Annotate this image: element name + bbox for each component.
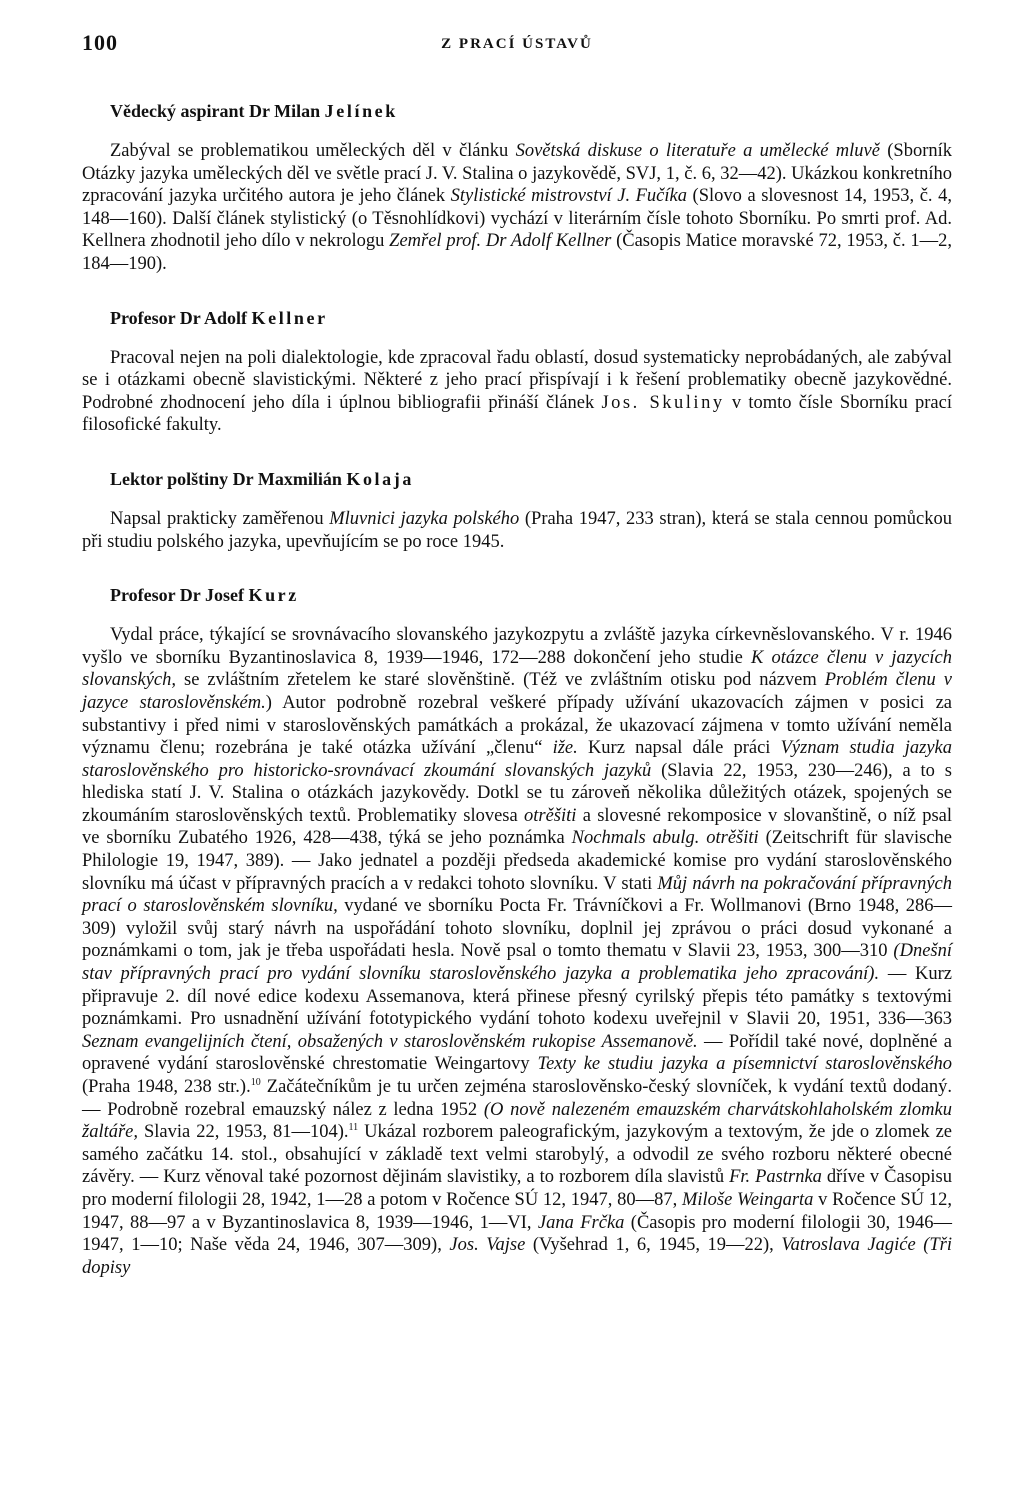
italic-text-run: Zemřel prof. Dr Adolf Kellner (389, 231, 612, 252)
heading-prefix: Vědecký aspirant Dr Milan (110, 101, 321, 121)
text-run: (Slovo a slovesnost 14, 1953, č. 4, 148—160). Další článek stylistický (o Těsnohlídkovi) vychází v literárním čísle tohoto Sborníku. Po smrti prof. Ad. Kellnera zhodnotil jeho dílo v nekrologu (82, 186, 952, 252)
text-run: (Slavia 22, 1953, 230—246), a to s hlediska statí J. V. Stalina o otázkách jazykovědy. Dotkl se tu zároveň několika důležitých otázek, spojených se zkoumáním staroslověnských textů. Problematiky slovesa (82, 760, 952, 826)
heading-surname: Kolaja (346, 468, 414, 489)
page-number: 100 (82, 30, 118, 55)
italic-text-run: (Dnešní stav přípravných prací pro vydání slovníku staroslověnského jazyka a problematika jeho zpracování). (82, 941, 952, 985)
heading-surname: Kurz (248, 585, 299, 606)
footnote-ref: 11 (348, 1122, 359, 1134)
section-kolaja (82, 468, 952, 553)
section-body (82, 347, 952, 437)
text-run: Napsal prakticky zaměřenou (110, 508, 330, 529)
italic-text-run: Můj návrh na pokračování přípravných prací o staroslověnském slovníku, (82, 873, 952, 917)
text-run: a slovesné rekomposice v slovanštině, o níž psal ve sborníku Zubatého 1926, 428—438, týká se jeho poznámka (82, 805, 952, 849)
section-body (82, 508, 952, 553)
text-run: (Časopis Matice moravské 72, 1953, č. 1—2, 184—190). (82, 231, 952, 274)
italic-text-run: Miloše Weingarta (681, 1189, 814, 1210)
italic-text-run: (O nově nalezeném emauzském charvátskohlaholském zlomku žaltáře, (82, 1099, 952, 1143)
italic-text-run: Význam studia jazyka staroslověnského pro historicko-srovnávací zkoumání slovanských jazyků (82, 738, 953, 781)
spaced-text-run: Jos. Skuliny (601, 392, 725, 413)
text-run: dříve v Časopisu pro moderní filologii 28, 1942, 1—28 a potom v Ročence SÚ 12, 1947, 80—87, (82, 1167, 953, 1210)
italic-text-run: Sovětská diskuse o literatuře a umělecké mluvě (515, 141, 880, 161)
heading-prefix: Profesor Dr Adolf (110, 307, 247, 328)
text-run: (Praha 1947, 233 stran), která se stala cennou pomůckou při studiu polského jazyka, upevňujícím se po roce 1945. (82, 508, 952, 552)
text-run: (Zeitschrift für slavische Philologie 19, 1947, 389). — Jako jednatel a později předseda akademické komise pro vydání staroslověnského slovníku má účast v přípravných pracích a v redakci tohoto slovníku. V stati (82, 828, 952, 894)
italic-text-run: Jos. Vajse (449, 1235, 526, 1256)
text-run: Zabýval se problematikou uměleckých děl v článku (110, 141, 516, 161)
italic-text-run: otrěšiti (524, 805, 577, 826)
text-run: v tomto čísle Sborníku prací filosofické fakulty. (82, 392, 952, 436)
heading-prefix: Lektor polštiny Dr Maxmilián (110, 468, 342, 489)
section-heading (82, 584, 952, 607)
italic-text-run: Texty ke studiu jazyka a písemnictví staroslověnského (537, 1054, 952, 1075)
section-heading (82, 100, 952, 123)
italic-text-run: Fr. Pastrnka (729, 1167, 822, 1188)
italic-text-run: Jana Frčka (537, 1212, 625, 1233)
text-run: Vydal práce, týkající se srovnávacího slovanského jazykozpytu a zvláště jazyka církevněslovanského. V r. 1946 vyšlo ve sborníku Byzantinoslavica 8, 1939—1946, 172—288 dokončení jeho studie (82, 625, 952, 668)
section-body (82, 140, 952, 276)
running-head (82, 30, 952, 60)
running-title: Z PRACÍ ÚSTAVŮ (441, 36, 593, 52)
section-kellner (82, 307, 952, 437)
text-run: Začátečníkům je tu určen zejména staroslověnsko-český slovníček, k vydání textů dodaný. — Podrobně rozebral emauzský nález z ledna 1952 (82, 1077, 952, 1120)
text-run: vydané ve sborníku Pocta Fr. Trávníčkovi a Fr. Wollmanovi (Brno 1948, 286—309) vyložil svůj starý návrh na uspořádání tohoto slovníku, doplnil jej zprávou o práci dosud vykonané a poznámkami o tom, jak je třeba uspořádati hesla. Nově psal o tomto thematu v Slavii 23, 1953, 300—310 (82, 896, 952, 962)
italic-text-run: Seznam evangelijních čtení, obsažených v staroslověnském rukopise Assemanově. (82, 1031, 698, 1052)
heading-surname: Jelínek (324, 101, 398, 121)
footnote-ref: 10 (250, 1076, 261, 1088)
italic-text-run: Stylistické mistrovství J. Fučíka (450, 186, 687, 207)
heading-prefix: Profesor Dr Josef (110, 585, 244, 606)
section-heading (82, 468, 952, 491)
text-run: (Praha 1948, 238 str.). (82, 1077, 251, 1097)
text-run: Ukázal rozborem paleografickým, jazykovým a textovým, že jde o zlomek ze samého začátku 14. stol., obsahující v základě text velmi starobylý, a odvodil ze svého rozboru některé obecné závěry. — Kurz věnoval také pozornost dějinám slavistiky, a to rozborem díla slavistů (82, 1122, 952, 1188)
text-run: (Časopis pro moderní filologii 30, 1946—1947, 1—10; Naše věda 24, 1946, 307—309), (82, 1212, 952, 1256)
italic-text-run: Nochmals abulg. otrěšiti (571, 828, 759, 849)
italic-text-run: K otázce členu v jazycích slovanských, (82, 647, 952, 691)
text-run: Slavia 22, 1953, 81—104). (138, 1122, 349, 1143)
text-run: ) Autor podrobně rozebral veškeré případy užívání ukazovacích zájmen v posici za substantivy i před nimi v staroslověnských památkách a prokázal, že ukazovací zájmena v tomto užívání neměla významu členu; rozebrána je také otázka užívání „členu“ (82, 692, 952, 759)
text-run: se zvláštním zřetelem ke staré slověnštině. (Též ve zvláštním otisku pod názvem (176, 670, 825, 691)
text-run: — Kurz připravuje 2. díl nové edice kodexu Assemanova, která přinese přesný cyrilský přepis této památky s textovými poznámkami. Pro usnadnění užívání fototypického vydání tohoto kodexu uveřejnil v Slavii 20, 1951, 336—363 (82, 964, 953, 1030)
italic-text-run: iže. (552, 738, 578, 759)
text-run: Pracoval nejen na poli dialektologie, kde zpracoval řadu oblastí, dosud systematicky neprobádaných, ale zabýval se i otázkami obecně slavistickými. Některé z jeho prací přispívají i k řešení problematiky obecně jazykovědné. Podrobné zhodnocení jeho díla i úplnou bibliografii přináší článek (82, 347, 952, 413)
heading-surname: Kellner (251, 307, 328, 328)
document-page (82, 30, 952, 1310)
text-run: — Pořídil také nové, doplněné a opravené vydání staroslověnské chrestomatie Weingartovy (82, 1031, 952, 1075)
text-run: Kurz napsal dále práci (577, 738, 781, 759)
italic-text-run: Vatroslava Jagiće (Tři dopisy (82, 1235, 952, 1278)
text-run: v Ročence SÚ 12, 1947, 88—97 a v Byzantinoslavica 8, 1939—1946, 1—VI, (82, 1189, 953, 1233)
section-heading (82, 307, 952, 330)
italic-text-run: Mluvnici jazyka polského (329, 508, 520, 529)
text-run: (Sborník Otázky jazyka uměleckých děl ve světle prací J. V. Stalina o jazykovědě, SVJ, 1, č. 6, 32—42). Ukázkou konkretního zpracování jazyka určitého autora je jeho článek (82, 141, 952, 207)
text-run: (Vyšehrad 1, 6, 1945, 19—22), (525, 1235, 782, 1256)
italic-text-run: Problém členu v jazyce staroslověnském. (82, 670, 952, 713)
section-kurz (82, 584, 952, 1279)
section-jelinek (82, 100, 952, 276)
section-body (82, 624, 952, 1279)
